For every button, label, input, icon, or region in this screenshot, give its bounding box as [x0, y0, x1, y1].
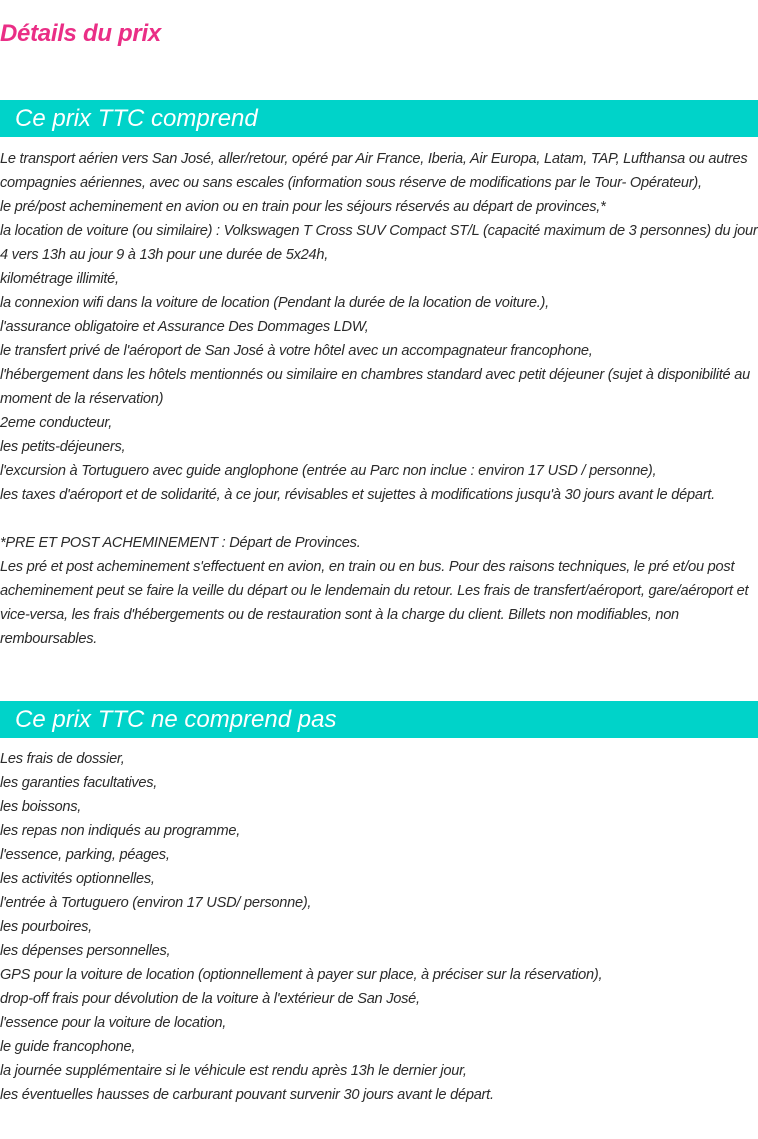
excluded-item: les repas non indiqués au programme, — [0, 823, 241, 839]
included-item: l'excursion à Tortuguero avec guide anglophone (entrée au Parc non inclue : environ 17 USD / personne), — [0, 463, 657, 479]
excluded-item: les activités optionnelles, — [0, 871, 155, 887]
included-item: l'hébergement dans les hôtels mentionnés ou similaire en chambres standard avec petit déjeuner (sujet à disponibilité au moment de la réservation) — [0, 367, 750, 407]
excluded-item: les éventuelles hausses de carburant pouvant survenir 30 jours avant le départ. — [0, 1087, 494, 1103]
excluded-item: l'essence, parking, péages, — [0, 847, 170, 863]
excluded-item: GPS pour la voiture de location (optionnellement à payer sur place, à préciser sur la réservation), — [0, 967, 603, 983]
excluded-item: les dépenses personnelles, — [0, 943, 171, 959]
excluded-item: la journée supplémentaire si le véhicule est rendu après 13h le dernier jour, — [0, 1063, 467, 1079]
included-item: kilométrage illimité, — [0, 271, 119, 287]
excluded-item: les boissons, — [0, 799, 82, 815]
note-text: Les pré et post acheminement s'effectuent en avion, en train ou en bus. Pour des raisons techniques, le pré et/ou post acheminement peut se faire la veille du départ ou le lendemain du retour. Les frais de transfert/aéroport, gare/aéroport et vice-versa, les frais d'hébergements ou de restauration sont à la charge du client. Billets non modifiables, non remboursables. — [0, 559, 749, 647]
excluded-item: Les frais de dossier, — [0, 751, 125, 767]
included-item: les petits-déjeuners, — [0, 439, 126, 455]
excluded-item: l'essence pour la voiture de location, — [0, 1015, 227, 1031]
included-section-header: Ce prix TTC comprend — [0, 100, 758, 137]
included-item: la location de voiture (ou similaire) : Volkswagen T Cross SUV Compact ST/L (capacité maximum de 3 personnes) du jour 4 vers 13h au jour 9 à 13h pour une durée de 5x24h, — [0, 223, 758, 263]
included-item: le pré/post acheminement en avion ou en train pour les séjours réservés au départ de provinces,* — [0, 199, 606, 215]
included-item: le transfert privé de l'aéroport de San José à votre hôtel avec un accompagnateur francophone, — [0, 343, 593, 359]
excluded-item: le guide francophone, — [0, 1039, 136, 1055]
excluded-items-list — [0, 747, 758, 1107]
excluded-item: drop-off frais pour dévolution de la voiture à l'extérieur de San José, — [0, 991, 420, 1007]
excluded-item: les pourboires, — [0, 919, 92, 935]
note-title: *PRE ET POST ACHEMINEMENT : Départ de Provinces. — [0, 535, 361, 551]
excluded-item: l'entrée à Tortuguero (environ 17 USD/ personne), — [0, 895, 312, 911]
included-item: l'assurance obligatoire et Assurance Des Dommages LDW, — [0, 319, 369, 335]
excluded-item: les garanties facultatives, — [0, 775, 158, 791]
page-title: Détails du prix — [0, 20, 161, 47]
included-item: 2eme conducteur, — [0, 415, 113, 431]
included-item: les taxes d'aéroport et de solidarité, à ce jour, révisables et sujettes à modifications jusqu'à 30 jours avant le départ. — [0, 487, 715, 503]
included-item: Le transport aérien vers San José, aller/retour, opéré par Air France, Iberia, Air Europa, Latam, TAP, Lufthansa ou autres compagnies aériennes, avec ou sans escales (information sous réserve de modifications par le Tour- Opérateur), — [0, 151, 748, 191]
pre-post-note — [0, 531, 758, 651]
included-item: la connexion wifi dans la voiture de location (Pendant la durée de la location de voiture.), — [0, 295, 549, 311]
included-items-list — [0, 147, 758, 507]
excluded-section-header: Ce prix TTC ne comprend pas — [0, 701, 758, 738]
